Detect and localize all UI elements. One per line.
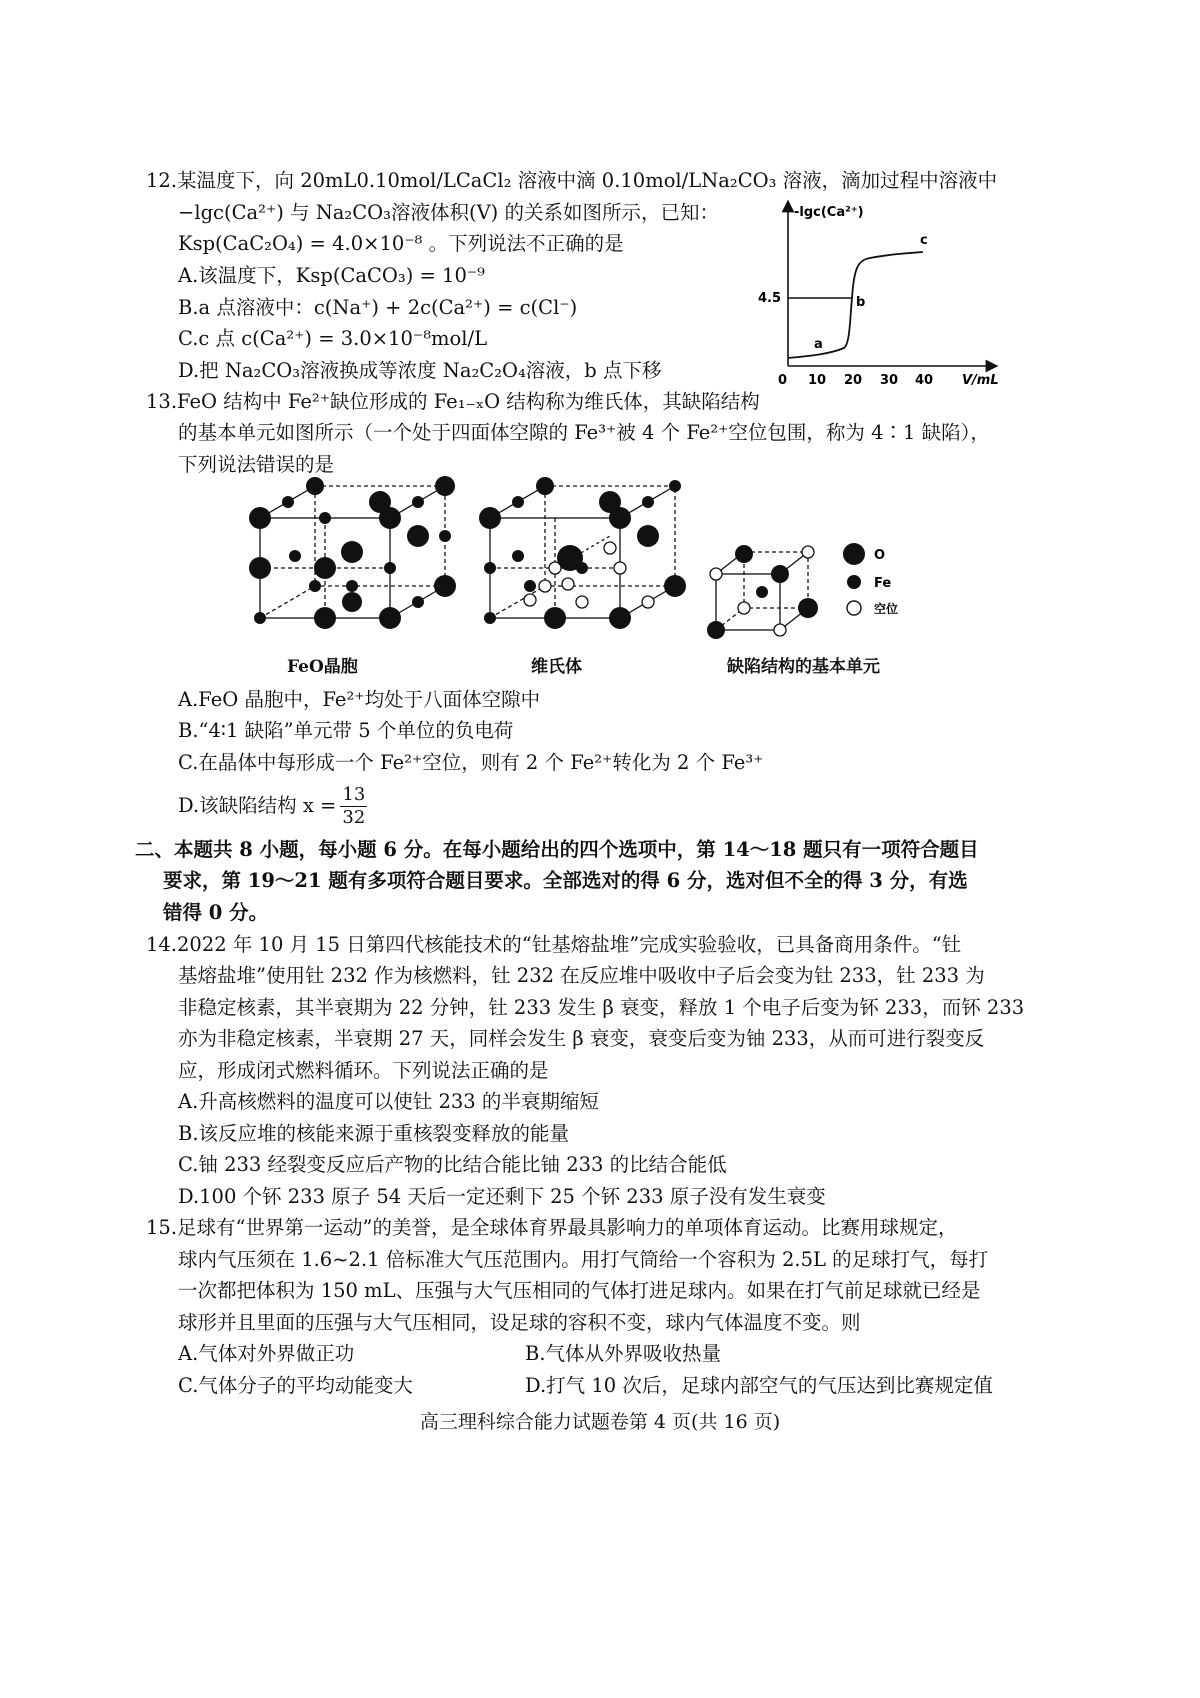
q15-stem-line4: 球形并且里面的压强与大气压相同，设足球的容积不变，球内气体温度不变。则 [178, 1311, 861, 1334]
x-tick-10: 10 [808, 373, 827, 388]
fraction-numerator: 13 [342, 784, 366, 805]
x-tick-20: 20 [844, 373, 863, 388]
q12-option-d: D.把 Na₂CO₃溶液换成等浓度 Na₂C₂O₄溶液，b 点下移 [178, 359, 662, 382]
x-axis-label: V/mL [962, 373, 999, 388]
defect-unit-figure [700, 540, 830, 640]
section2-heading-line3: 错得 0 分。 [163, 901, 269, 924]
q15-option-d: D.打气 10 次后，足球内部空气的气压达到比赛规定值 [525, 1374, 993, 1397]
q14-stem-line3: 非稳定核素，其半衰期为 22 分钟，钍 233 发生 β 衰变，释放 1 个电子后变为钚 233，而钚 233 [178, 996, 1025, 1019]
section2-heading-line1: 二、本题共 8 小题，每小题 6 分。在每小题给出的四个选项中，第 14～18 题只有一项符合题目 [135, 838, 979, 861]
fraction-denominator: 32 [342, 807, 366, 828]
q15-option-a: A.气体对外界做正功 [178, 1342, 355, 1365]
oxygen-legend-icon [843, 543, 865, 565]
q14-stem-line5: 应，形成闭式燃料循环。下列说法正确的是 [178, 1059, 549, 1082]
iron-legend-icon [847, 575, 861, 589]
vacancy-legend-icon [847, 601, 861, 615]
crystal-legend [840, 540, 920, 620]
fraction [340, 784, 367, 829]
point-c-label: c [920, 233, 928, 248]
q14-stem-line1: 14.2022 年 10 月 15 日第四代核能技术的“钍基熔盐堆”完成实验验收，已具备商用条件。“钍 [146, 933, 962, 956]
point-b-label: b [856, 295, 866, 310]
caption-feo: FeO晶胞 [287, 657, 358, 677]
x-tick-30: 30 [880, 373, 899, 388]
q13-option-d-text: D.该缺陷结构 x = [178, 794, 337, 817]
legend-o: O [874, 548, 886, 563]
q15-option-c: C.气体分子的平均动能变大 [178, 1374, 413, 1397]
q15-stem-line3: 一次都把体积为 150 mL、压强与大气压相同的气体打进足球内。如果在打气前足球就已经是 [178, 1279, 981, 1302]
legend-fe: Fe [874, 576, 892, 591]
section2-heading-line2: 要求，第 19～21 题有多项符合题目要求。全部选对的得 6 分，选对但不全的得 3 分，有选 [163, 869, 968, 892]
q13-option-a: A.FeO 晶胞中，Fe²⁺均处于八面体空隙中 [178, 688, 541, 711]
q13-stem-line2: 的基本单元如图所示（一个处于四面体空隙的 Fe³⁺被 4 个 Fe²⁺空位包围，称为 4∶1 缺陷）， [178, 421, 990, 444]
q13-stem-line1: 13.FeO 结构中 Fe²⁺缺位形成的 Fe₁₋ₓO 结构称为维氏体，其缺陷结构 [146, 390, 760, 413]
q13-option-d [178, 784, 367, 829]
q14-stem-line4: 亦为非稳定核素，半衰期 27 天，同样会发生 β 衰变，衰变后变为铀 233，从而可进行裂变反 [178, 1027, 985, 1050]
x-tick-0: 0 [778, 373, 788, 388]
q12-titration-chart [758, 198, 1010, 393]
q14-option-b: B.该反应堆的核能来源于重核裂变释放的能量 [178, 1122, 570, 1145]
point-a-label: a [814, 337, 823, 352]
q12-stem-line2: −lgc(Ca²⁺) 与 Na₂CO₃溶液体积(V) 的关系如图所示，已知： [178, 201, 719, 224]
q12-stem-line1: 12.某温度下，向 20mL0.10mol/LCaCl₂ 溶液中滴 0.10mol/LNa₂CO₃ 溶液，滴加过程中溶液中 [146, 169, 998, 192]
q15-stem-line1: 15.足球有“世界第一运动”的美誉，是全球体育界最具影响力的单项体育运动。比赛用球规定， [146, 1216, 958, 1239]
q12-option-c: C.c 点 c(Ca²⁺) = 3.0×10⁻⁸mol/L [178, 327, 488, 350]
q14-option-c: C.铀 233 经裂变反应后产物的比结合能比铀 233 的比结合能低 [178, 1153, 727, 1176]
q14-option-d: D.100 个钚 233 原子 54 天后一定还剩下 25 个钚 233 原子没有发生衰变 [178, 1185, 826, 1208]
y-axis-label: -lgc(Ca²⁺) [794, 205, 864, 220]
q13-option-c: C.在晶体中每形成一个 Fe²⁺空位，则有 2 个 Fe²⁺转化为 2 个 Fe³⁺ [178, 751, 764, 774]
caption-wustite: 维氏体 [531, 657, 582, 677]
q13-option-b: B.“4∶1 缺陷”单元带 5 个单位的负电荷 [178, 719, 514, 742]
q14-option-a: A.升高核燃料的温度可以使钍 233 的半衰期缩短 [178, 1090, 599, 1113]
q15-option-b: B.气体从外界吸收热量 [525, 1342, 722, 1365]
q15-stem-line2: 球内气压须在 1.6~2.1 倍标准大气压范围内。用打气筒给一个容积为 2.5L 的足球打气，每打 [178, 1248, 989, 1271]
wustite-structure-figure [470, 478, 685, 638]
q14-stem-line2: 基熔盐堆”使用钍 232 作为核燃料，钍 232 在反应堆中吸收中子后会变为钍 233，钍 233 为 [178, 964, 985, 987]
q12-option-a: A.该温度下，Ksp(CaCO₃) = 10⁻⁹ [178, 264, 485, 287]
q12-option-b: B.a 点溶液中：c(Na⁺) + 2c(Ca²⁺) = c(Cl⁻) [178, 296, 578, 319]
feo-unit-cell-figure [240, 478, 455, 638]
legend-vacancy: 空位 [874, 602, 899, 616]
q13-stem-line3: 下列说法错误的是 [178, 453, 335, 476]
y-tick-label: 4.5 [758, 291, 782, 306]
page-footer: 高三理科综合能力试题卷第 4 页(共 16 页) [419, 1411, 781, 1433]
caption-defect-unit: 缺陷结构的基本单元 [727, 657, 880, 677]
x-tick-40: 40 [915, 373, 934, 388]
q12-stem-line3: Ksp(CaC₂O₄) = 4.0×10⁻⁸ 。下列说法不正确的是 [178, 232, 624, 255]
